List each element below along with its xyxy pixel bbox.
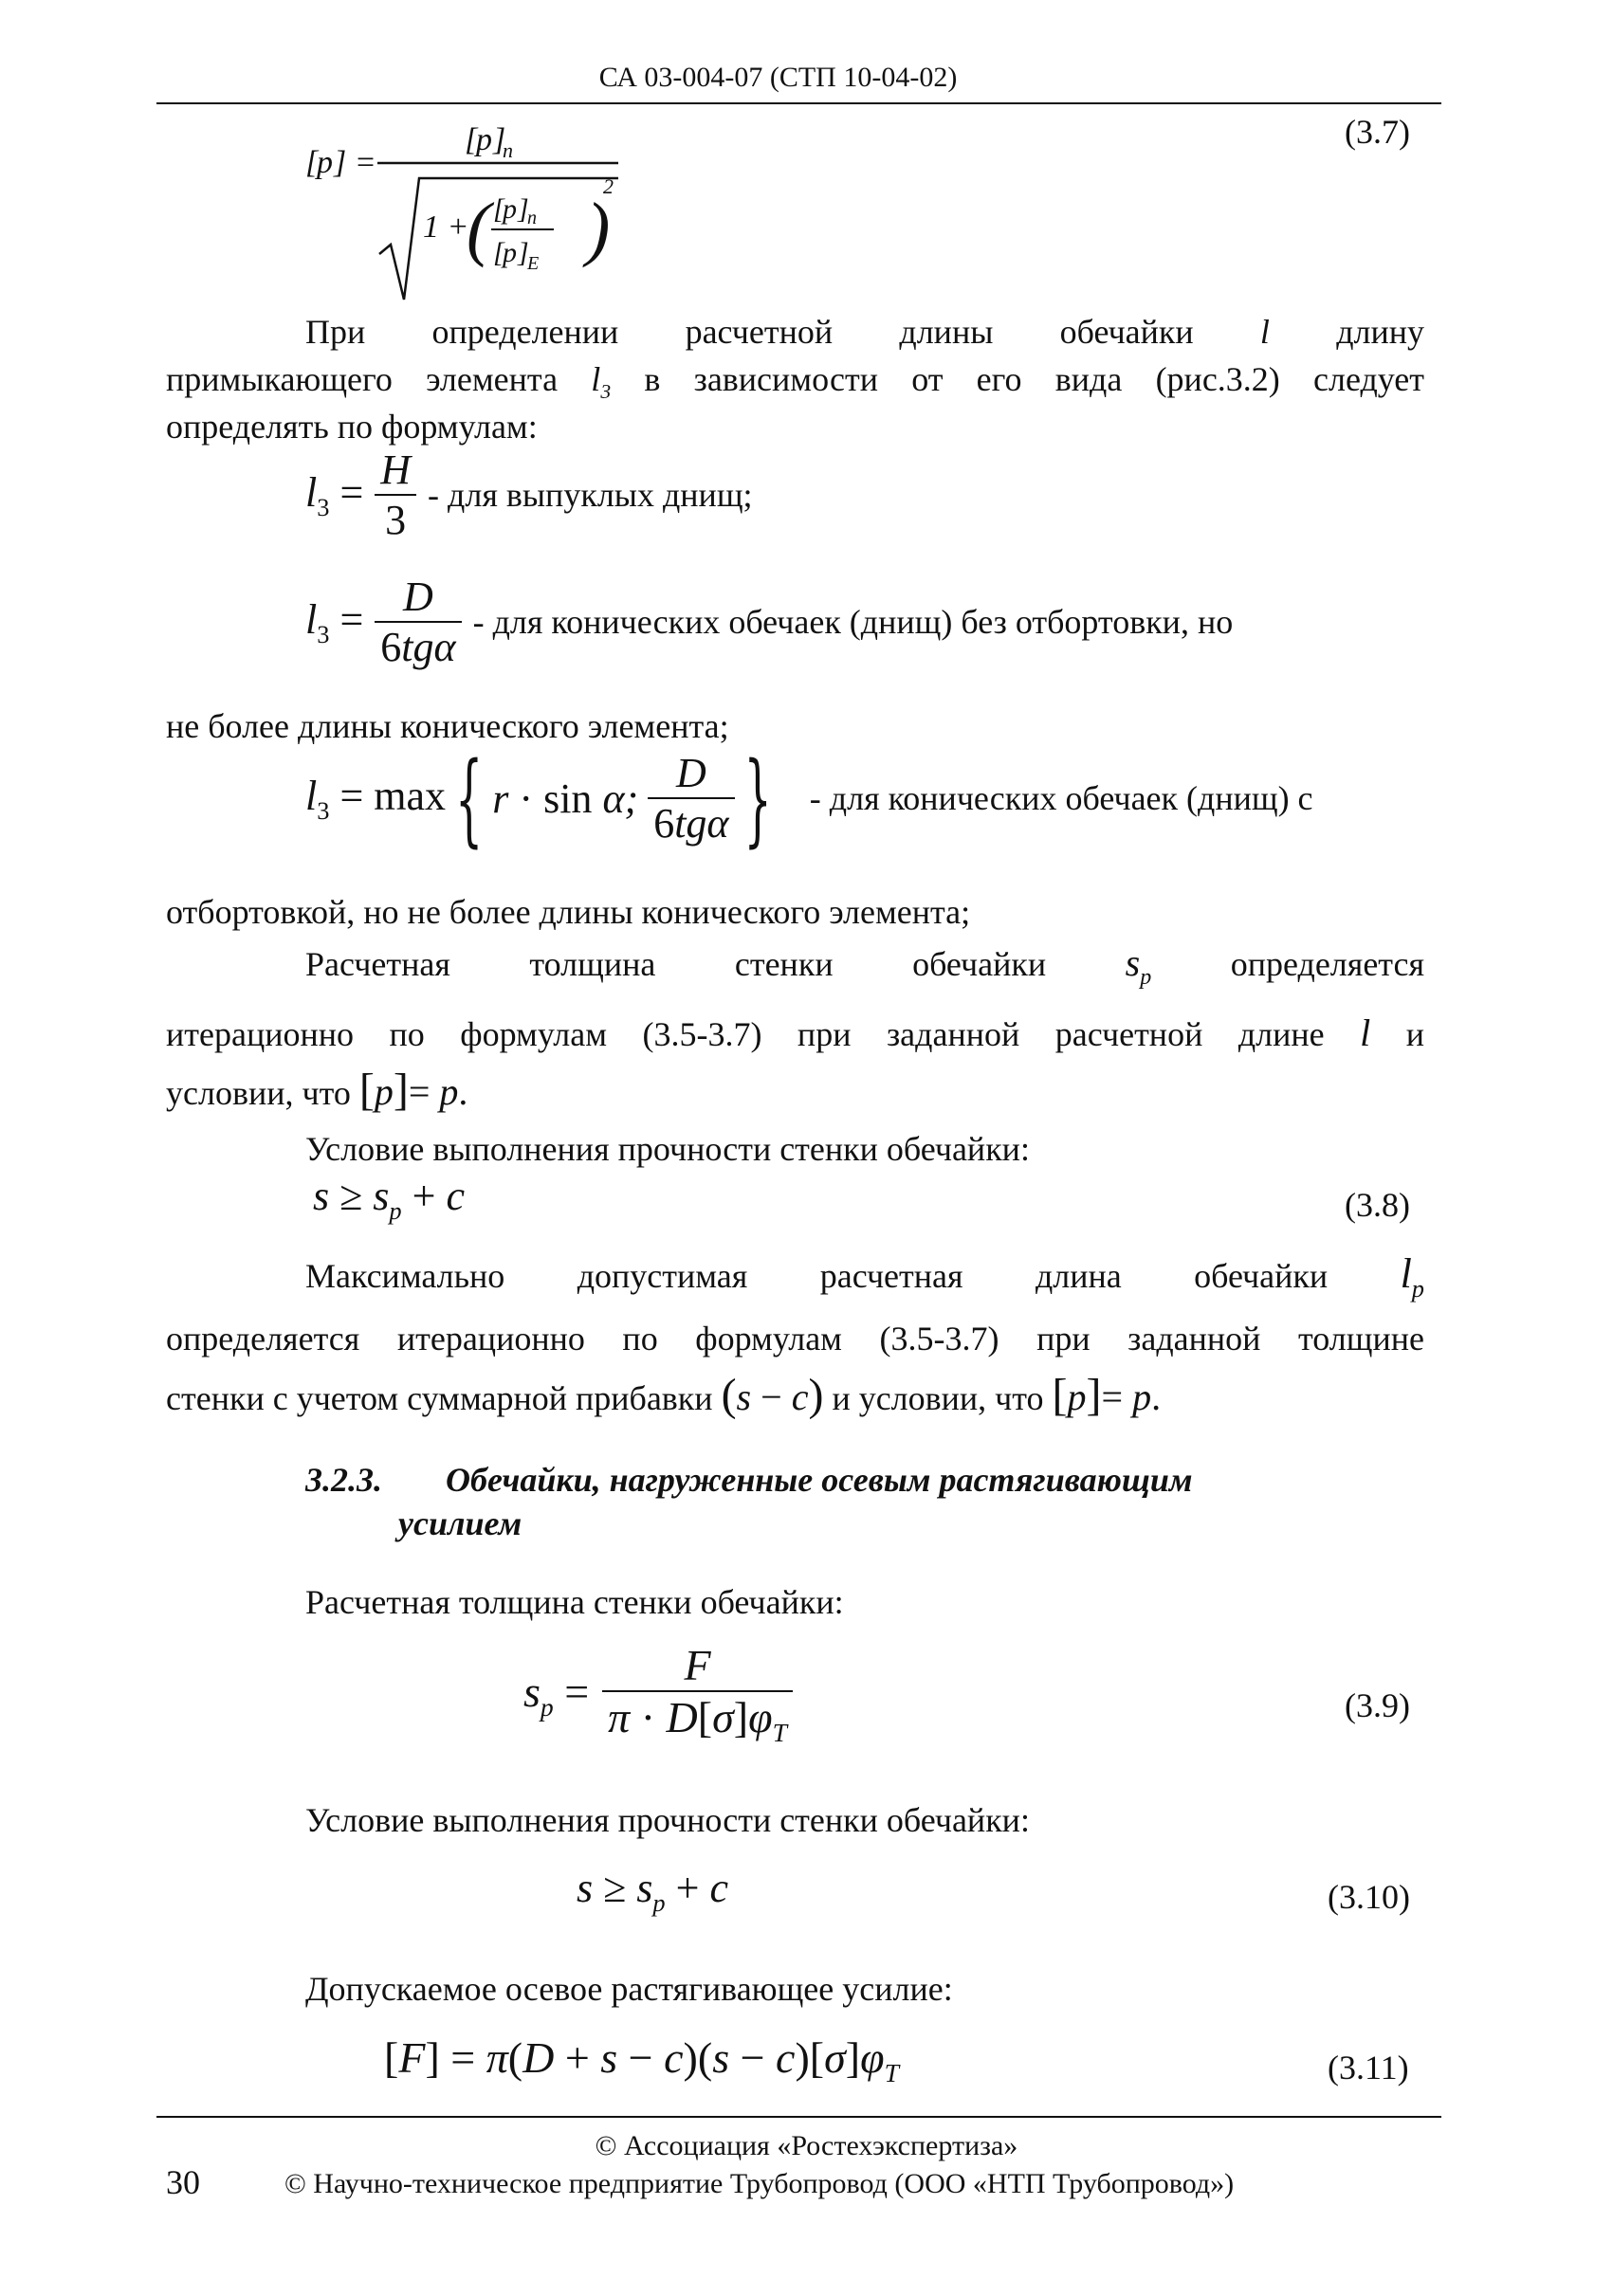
math-s-minus-c: (s − c) <box>721 1370 824 1420</box>
paragraph-2-line-2 <box>166 1009 1424 1059</box>
right-brace: } <box>743 738 772 858</box>
svg-text:E: E <box>527 253 540 274</box>
svg-text:[: [ <box>493 237 504 268</box>
svg-text:п: п <box>503 138 513 162</box>
equation-number-3-9: (3.9) <box>1345 1686 1410 1724</box>
paragraph-text: Максимально допустимая расчетная длина обечайки <box>305 1257 1329 1295</box>
section-title-line-2: усилием <box>398 1504 522 1542</box>
case2-continuation: не более длины конического элемента; <box>166 707 729 745</box>
math-sp: $s_p$ <box>1125 941 1152 990</box>
paragraph-text: примыкающего элемента <box>166 360 559 398</box>
svg-text:p: p <box>503 237 517 268</box>
left-brace: { <box>455 738 484 858</box>
paragraph-2-line-3 <box>166 1066 467 1118</box>
svg-text:p: p <box>476 122 492 157</box>
paragraph-text: определяется <box>1230 945 1425 983</box>
page-number: 30 <box>166 2163 200 2201</box>
math-lhs: $l_3$ = <box>305 468 364 521</box>
equation-number-3-10: (3.10) <box>1328 1878 1410 1916</box>
paragraph-text: При определении расчетной длины обечайки <box>305 313 1194 351</box>
footer-divider <box>156 2116 1441 2118</box>
formula-l3-max <box>305 738 1424 858</box>
equation-number-3-11: (3.11) <box>1328 2049 1409 2086</box>
svg-text:(: ( <box>467 189 491 268</box>
math-condition: [p]= p. <box>1052 1370 1162 1420</box>
paragraph-text: длину <box>1336 313 1424 351</box>
formula-3-7-graphic <box>305 112 628 301</box>
paragraph-text: и условии, что <box>832 1379 1044 1417</box>
svg-text:2: 2 <box>603 174 614 198</box>
paragraph-1-line-3: определять по формулам: <box>166 408 538 446</box>
svg-text:[: [ <box>305 145 319 180</box>
math-lhs: $l_3 = \max$ <box>305 772 447 825</box>
math-l3: $l_3$ <box>591 360 612 404</box>
math-term: r · sin α; <box>492 774 639 822</box>
math-lhs: $l_3$ = <box>305 595 364 648</box>
fraction: $\frac{D}{\text{6tgα}}$ <box>648 749 734 847</box>
svg-text:[: [ <box>493 193 504 225</box>
paragraph-text: и <box>1405 1015 1425 1053</box>
equation-number-3-8: (3.8) <box>1345 1186 1410 1224</box>
equation-3-10: $s \ge s_p + c$ <box>577 1865 728 1917</box>
fraction: $\frac{H}{3}$ <box>375 446 416 544</box>
case-text: - для конических обечаек (днищ) с <box>809 779 1313 817</box>
paragraph-3: Условие выполнения прочности стенки обечайки: <box>305 1130 1030 1168</box>
formula-l3-cone <box>305 573 1424 671</box>
svg-text:п: п <box>527 208 537 228</box>
svg-text:p: p <box>317 145 333 180</box>
footer-line-2: © Научно-техническое предприятие Трубопровод (ООО «НТП Трубопровод») <box>284 2168 1235 2199</box>
paragraph-4-line-1 <box>305 1249 1424 1313</box>
section-number: 3.2.3. <box>305 1461 382 1499</box>
footer-line-1: © Ассоциация «Ростехэкспертиза» <box>595 2130 1018 2161</box>
svg-text:]: ] <box>518 193 529 225</box>
paragraph-4-line-2 <box>166 1314 1424 1363</box>
paragraph-text: условии, что <box>166 1074 351 1112</box>
header-title: СА 03-004-07 (СТП 10-04-02) <box>598 62 958 93</box>
equation-3-8: $s \ge s_p + c$ <box>313 1173 465 1225</box>
fraction: $\frac{D}{\text{6tgα}}$ <box>375 573 461 671</box>
svg-text:): ) <box>586 189 611 268</box>
paragraph-text: Расчетная толщина стенки обечайки <box>305 945 1047 983</box>
page-header <box>0 59 1613 97</box>
svg-text:]: ] <box>518 237 529 268</box>
formula-l3-convex <box>305 446 753 544</box>
svg-text:1 +: 1 + <box>423 210 469 245</box>
math-l: l <box>1360 1011 1371 1054</box>
paragraph-5: Расчетная толщина стенки обечайки: <box>305 1583 844 1621</box>
case-text: - для выпуклых днищ; <box>428 476 753 514</box>
equation-3-11: $[F] = \pi(D + s - c)(s - c)[\sigma]\varphi_T$ <box>384 2033 899 2088</box>
fraction: $\frac{F}{\pi \cdot D[\sigma]\varphi_T}$ <box>602 1640 793 1748</box>
case3-continuation: отбортовкой, но не более длины конического элемента; <box>166 893 971 931</box>
paragraph-1-line-1 <box>305 307 1424 356</box>
header-divider <box>156 102 1441 104</box>
section-title-line-1: Обечайки, нагруженные осевым растягивающим <box>446 1461 1193 1499</box>
svg-text:[: [ <box>465 122 478 157</box>
paragraph-text: в зависимости от его вида (рис.3.2) следует <box>644 360 1425 398</box>
svg-text:]: ] <box>493 122 506 157</box>
paragraph-2-line-1 <box>305 938 1424 1002</box>
paragraph-text: определяется итерационно по формулам (3.5-3.7) при заданной толщине <box>166 1320 1424 1358</box>
math-lhs: $s_p$ = <box>523 1667 590 1722</box>
paragraph-7: Допускаемое осевое растягивающее усилие: <box>305 1970 953 2008</box>
paragraph-text: стенки с учетом суммарной прибавки <box>166 1379 713 1417</box>
paragraph-6: Условие выполнения прочности стенки обечайки: <box>305 1801 1030 1839</box>
equation-number-3-7: (3.7) <box>1345 113 1410 151</box>
math-lp: $l_p$ <box>1400 1250 1424 1303</box>
equation-3-9 <box>523 1640 793 1748</box>
equation-3-7 <box>305 112 628 310</box>
paragraph-4-line-3 <box>166 1371 1161 1423</box>
paragraph-text: итерационно по формулам (3.5-3.7) при заданной расчетной длине <box>166 1015 1325 1053</box>
svg-text:p: p <box>503 193 517 225</box>
svg-text:] =: ] = <box>334 145 376 180</box>
math-condition: [p]= p. <box>358 1065 468 1115</box>
case-text: - для конических обечаек (днищ) без отбортовки, но <box>472 603 1234 641</box>
math-l: l <box>1259 313 1270 351</box>
